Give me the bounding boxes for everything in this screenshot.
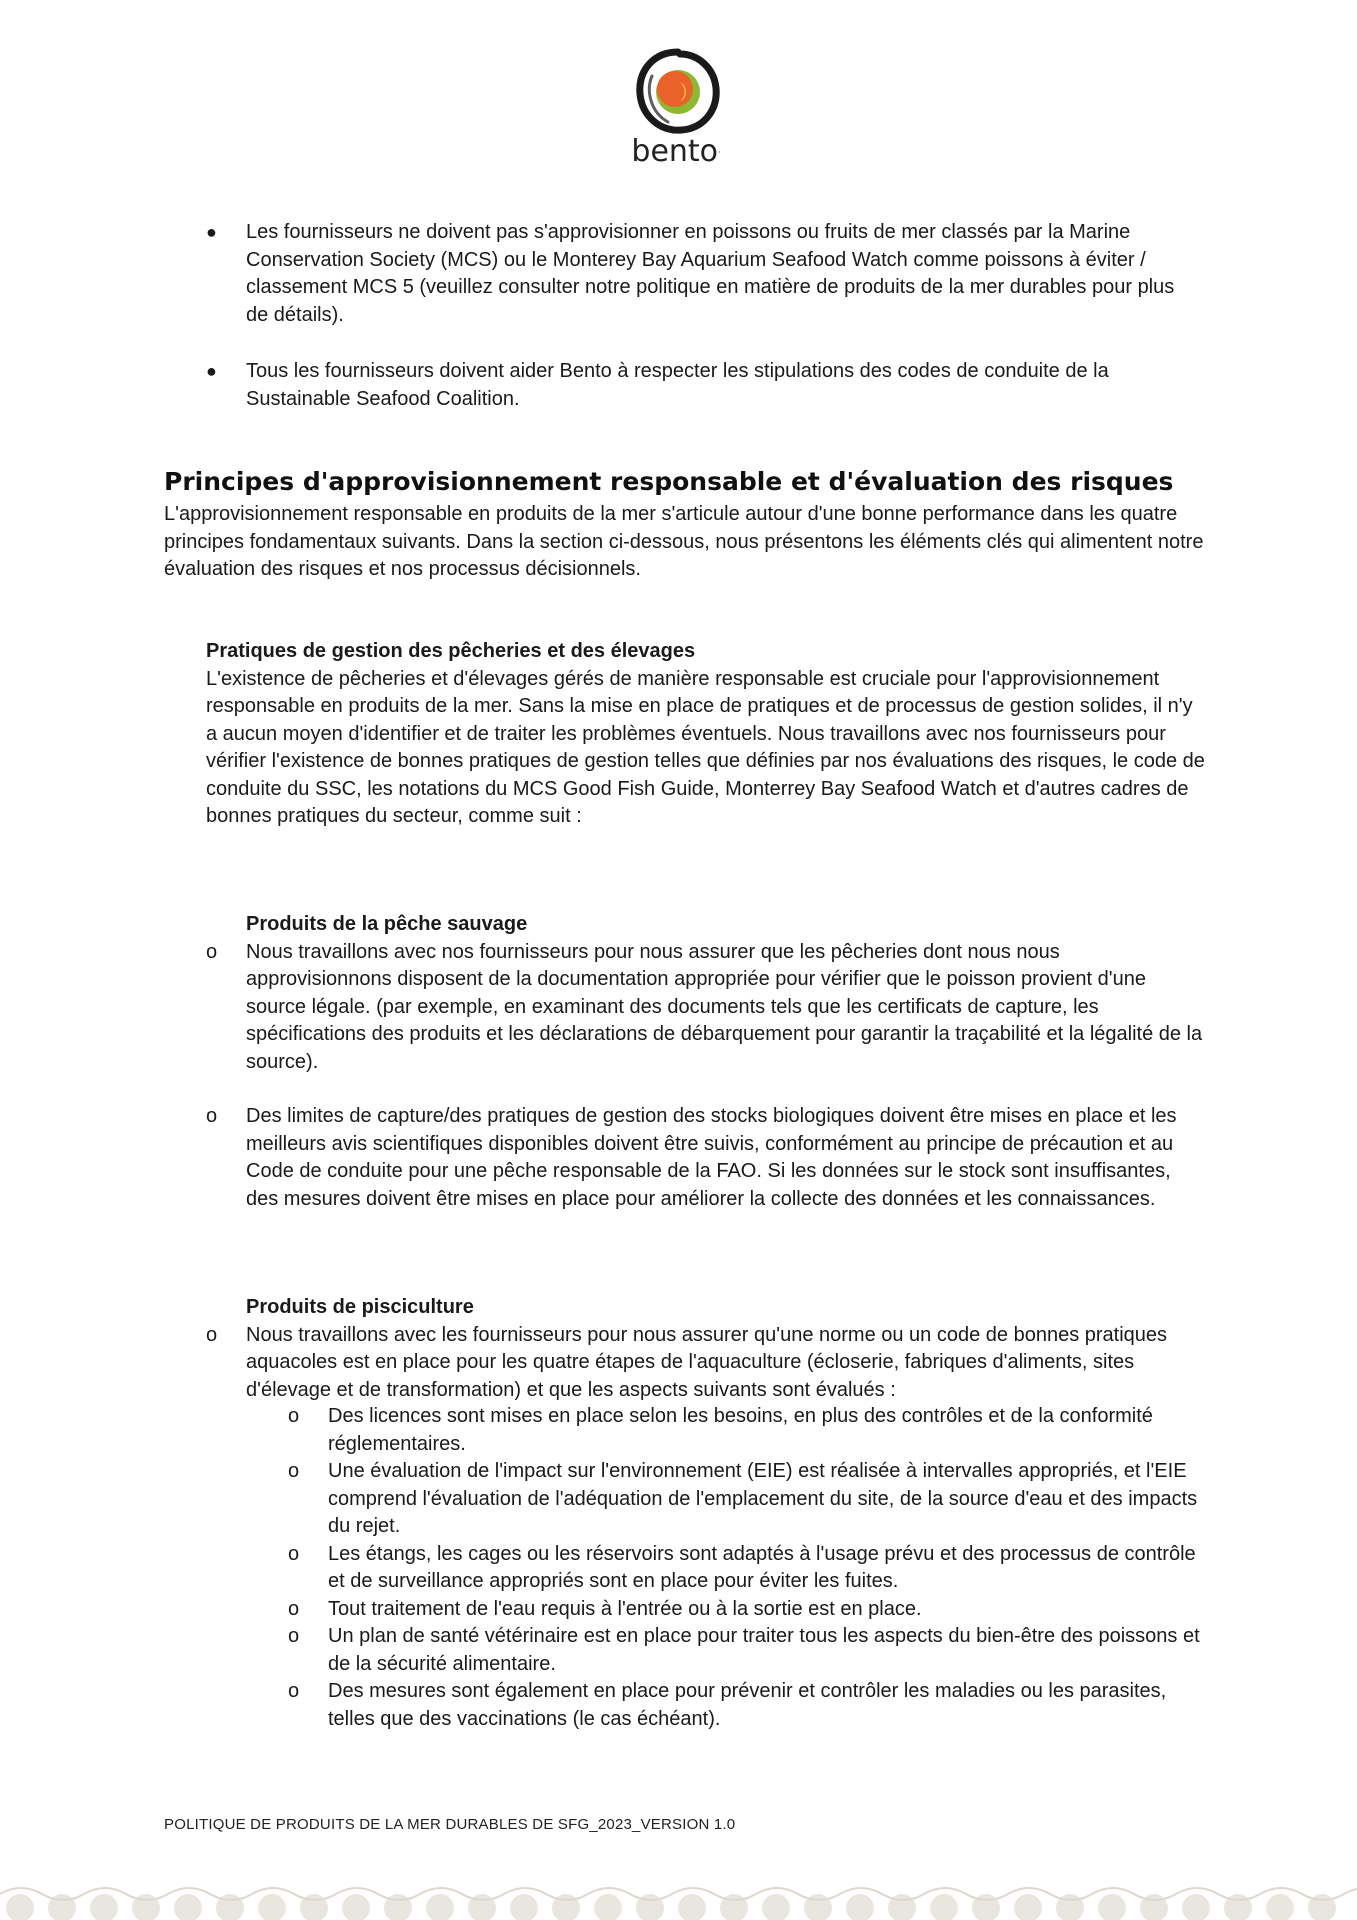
circle-pattern-icon [0,1880,1357,1920]
circle-bullet-icon: o [288,1625,300,1647]
farm-section [206,1294,1206,1404]
wild-catch-heading: Produits de la pêche sauvage [246,913,528,935]
circle-bullet-icon: o [288,1597,300,1620]
farm-subitem-text: Une évaluation de l'impact sur l'environnement (EIE) est réalisée à intervalles appropriés, et l'EIE comprend l'évaluation de l'adéquation de l'emplacement du site, de la source d'eau et des impacts du rejet. [328,1460,1198,1537]
circle-bullet-icon: o [288,1542,300,1565]
section-heading: Principes d'approvisionnement responsable et d'évaluation des risques [164,467,1174,496]
farm-subitem [288,1678,1208,1733]
practices-section [206,638,1206,831]
farm-subitem [288,1596,1208,1624]
circle-bullet-icon: o [288,1405,300,1427]
circle-bullet-icon: o [288,1680,300,1702]
circle-bullet-icon: o [206,1323,218,1346]
wild-item-text: Des limites de capture/des pratiques de gestion des stocks biologiques doivent être mises en place et les meilleurs avis scientifiques disponibles doivent être suivis, conformément au principe de précaution et au Code de conduite pour une pêche responsable de la FAO. Si les données sur le stock sont insuffisantes, des mesures doivent être mises en place pour améliorer la collecte des données et les connaissances. [246,1105,1177,1210]
section-intro: L'approvisionnement responsable en produits de la mer s'articule autour d'une bonne performance dans les quatre principes fondamentaux suivants. Dans la section ci-dessous, nous présentons les éléments clés qui alimentent notre évaluation des risques et nos processus décisionnels. [164,503,1204,580]
bullet-text: Les fournisseurs ne doivent pas s'approvisionner en poissons ou fruits de mer classés par la Marine Conservation Society (MCS) ou le Monterey Bay Aquarium Seafood Watch comme poissons à éviter / classement MCS 5 (veuillez consulter notre politique en matière de produits de la mer durables pour plus de détails). [246,221,1175,326]
supplier-bullet-1 [206,219,1196,329]
page-footer: POLITIQUE DE PRODUITS DE LA MER DURABLES DE SFG_2023_VERSION 1.0 [164,1816,736,1833]
farm-subitem [288,1623,1208,1678]
bullet-text: Tous les fournisseurs doivent aider Bento à respecter les stipulations des codes de conduite de la Sustainable Seafood Coalition. [246,360,1109,410]
circle-bullet-icon: o [288,1460,300,1482]
supplier-bullet-2 [206,358,1196,413]
bento-logo-icon [632,46,724,138]
practices-heading: Pratiques de gestion des pêcheries et des élevages [206,640,696,662]
wild-item-text: Nous travaillons avec nos fournisseurs pour nous assurer que les pêcheries dont nous nous approvisionnons disposent de la documentation appropriée pour vérifier que le poisson provient d'une source légale. (par exemple, en examinant des documents tels que les certificats de capture, les spécifications des produits et les déclarations de débarquement pour garantir la traçabilité et la légalité de la source). [246,940,1203,1073]
farm-item-text: Nous travaillons avec les fournisseurs pour nous assurer qu'une norme ou un code de bonnes pratiques aquacoles est en place pour les quatre étapes de l'aquaculture (écloserie, fabriques d'aliments, sites d'élevage et de transformation) et que les aspects suivants sont évalués : [246,1323,1168,1401]
decorative-pattern [0,1880,1357,1920]
bullet-dot-icon: ● [206,222,217,242]
wild-item-2 [206,1103,1206,1213]
bullet-dot-icon: ● [206,361,217,381]
farm-subitems [288,1403,1208,1733]
circle-bullet-icon: o [206,1105,218,1127]
bento-logo [628,46,728,169]
farm-item [206,1322,1206,1405]
farm-subitem-text: Des mesures sont également en place pour prévenir et contrôler les maladies ou les parasites, telles que des vaccinations (le cas échéant). [328,1680,1167,1730]
farm-subitem [288,1541,1208,1596]
wild-catch-section [206,911,1206,1213]
farm-subitem-text: Des licences sont mises en place selon les besoins, en plus des contrôles et de la conformité réglementaires. [328,1405,1153,1455]
farm-subitem [288,1403,1208,1458]
farm-subitem-text: Un plan de santé vétérinaire est en place pour traiter tous les aspects du bien-être des poissons et de la sécurité alimentaire. [328,1625,1200,1675]
farm-heading: Produits de pisciculture [246,1296,474,1318]
farm-subitem-text: Tout traitement de l'eau requis à l'entrée ou à la sortie est en place. [328,1597,922,1620]
circle-bullet-icon: o [206,940,218,963]
farm-subitem [288,1458,1208,1541]
wild-item-1 [206,939,1206,1077]
practices-body: L'existence de pêcheries et d'élevages gérés de manière responsable est cruciale pour l'approvisionnement responsable en produits de la mer. Sans la mise en place de pratiques et de processus de gestion solides, il n'y a aucun moyen d'identifier et de traiter les problèmes éventuels. Nous travaillons avec nos fournisseurs pour vérifier l'existence de bonnes pratiques de gestion telles que définies par nos évaluations des risques, le code de conduite du SSC, les notations du MCS Good Fish Guide, Monterrey Bay Seafood Watch et d'autres cadres de bonnes pratiques du secteur, comme suit : [206,667,1205,827]
farm-subitem-text: Les étangs, les cages ou les réservoirs sont adaptés à l'usage prévu et des processus de contrôle et de surveillance appropriés sont en place pour éviter les fuites. [328,1542,1196,1592]
logo-wordmark: bento· [631,134,721,169]
